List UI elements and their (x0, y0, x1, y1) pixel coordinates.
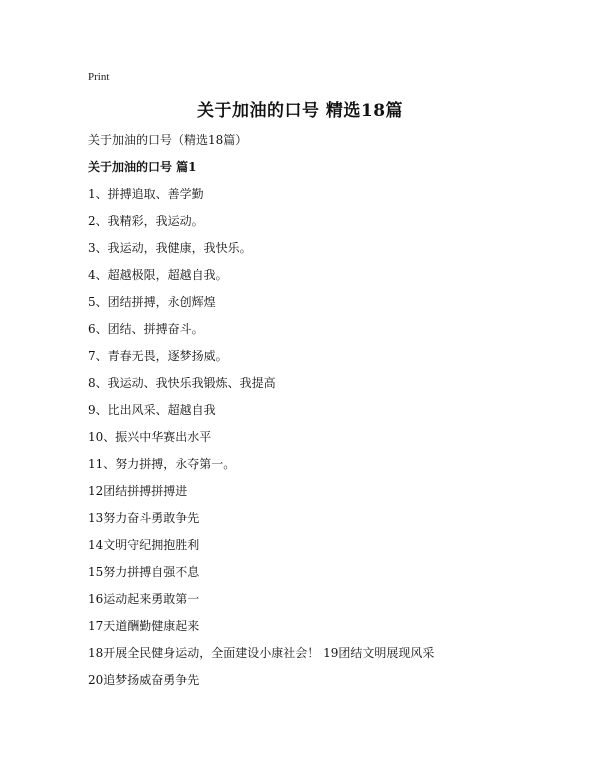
list-item: 10、振兴中华赛出水平 (88, 430, 212, 444)
list-item: 2、我精彩，我运动。 (88, 214, 204, 228)
section-heading: 关于加油的口号 篇1 (88, 160, 197, 174)
page-title: 关于加油的口号 精选18篇 (196, 101, 404, 121)
list-item: 14文明守纪拥抱胜利 (88, 538, 200, 552)
list-item: 4、超越极限，超越自我。 (88, 268, 228, 282)
list-item: 16运动起来勇敢第一 (88, 592, 200, 606)
print-link[interactable]: Print (88, 71, 110, 83)
list-item: 9、比出风采、超越自我 (88, 403, 216, 417)
list-item: 8、我运动、我快乐我锻炼、我提高 (88, 376, 276, 390)
slogan-list (88, 185, 568, 698)
list-item: 11、努力拼搏，永夺第一。 (88, 457, 236, 471)
list-item: 6、团结、拼搏奋斗。 (88, 322, 204, 336)
list-item: 20追梦扬威奋勇争先 (88, 673, 200, 687)
list-item: 15努力拼搏自强不息 (88, 565, 200, 579)
list-item: 18开展全民健身运动，全面建设小康社会！ 19团结文明展现风采 (88, 646, 435, 660)
list-item: 17天道酬勤健康起来 (88, 619, 200, 633)
list-item: 5、团结拼搏，永创辉煌 (88, 295, 216, 309)
list-item: 7、青春无畏，逐梦扬威。 (88, 349, 228, 363)
list-item: 12团结拼搏拼搏进 (88, 484, 188, 498)
list-item: 1、拼搏追取、善学勤 (88, 187, 204, 201)
list-item: 3、我运动，我健康，我快乐。 (88, 241, 252, 255)
document-subtitle: 关于加油的口号（精选18篇） (88, 133, 248, 147)
list-item: 13努力奋斗勇敢争先 (88, 511, 200, 525)
